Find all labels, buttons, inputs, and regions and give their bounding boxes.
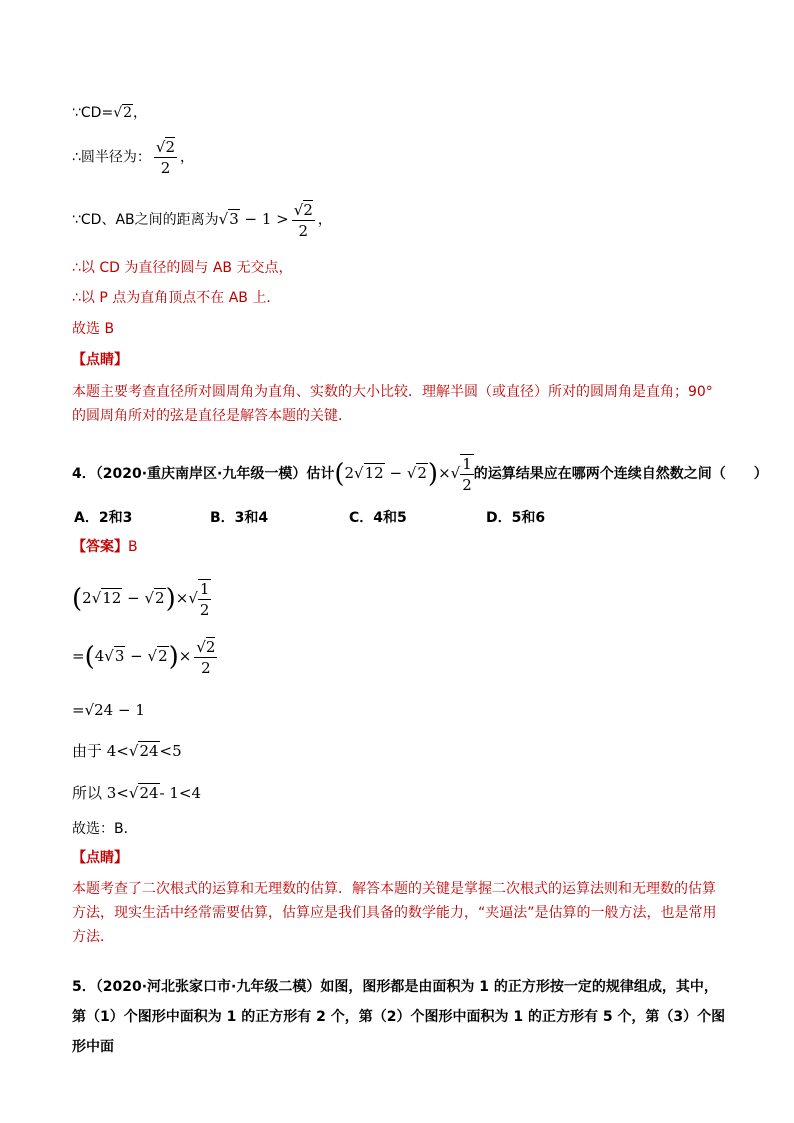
line-cd-length: ∵CD=√2， bbox=[72, 105, 148, 121]
line-distance: ∵CD、AB之间的距离为√3 − 1 > $\frac{√2}{2}$ ， bbox=[72, 200, 332, 240]
question-prefix: 4．（2020·重庆南岸区·九年级一模）估计 bbox=[72, 466, 335, 482]
option-a: A．2和3 bbox=[74, 510, 133, 526]
solution-step-5: 所以 3<√24- 1<4 bbox=[72, 784, 202, 802]
question-suffix: 的运算结果应在哪两个连续自然数之间（ ） bbox=[473, 466, 768, 482]
fraction-sqrt2-over-2: $\frac{√2}{2}$ bbox=[155, 138, 176, 177]
fraction-sqrt2-over-2: $\frac{√2}{2}$ bbox=[293, 200, 313, 240]
option-b: B．3和4 bbox=[210, 510, 269, 526]
line-choose-b: 故选 B bbox=[72, 321, 115, 337]
question-4 bbox=[72, 454, 768, 494]
solution-step-2: =(4√3 − √2)× $\frac{√2}{2}$ bbox=[72, 637, 216, 677]
sqrt-expression: √2 bbox=[113, 105, 133, 121]
answer-line bbox=[72, 537, 138, 557]
dianjing-text: 本题考查了二次根式的运算和无理数的估算．解答本题的关键是掌握二次根式的运算法则和无理数的估算方法，现实生活中经常需要估算，估算应是我们具备的数学能力，“夹逼法”是估算的一般方法，也是常用方法． bbox=[72, 881, 717, 945]
dianjing-label: 【点睛】 bbox=[72, 352, 128, 368]
question-5: 5．（2020·河北张家口市·九年级二模）如图，图形都是由面积为 1 的正方形按一定的规律组成，其中，第（1）个图形中面积为 1 的正方形有 2 个，第（2）个图形中面积为 1 的正方形有 5 个，第（3）个图形中面 bbox=[72, 979, 726, 1055]
sqrt-expression: √3 bbox=[218, 210, 239, 228]
option-d: D．5和6 bbox=[486, 510, 546, 526]
solution-step-4: 由于 4<√24<5 bbox=[72, 742, 182, 760]
line-text: ∵CD= bbox=[72, 105, 114, 121]
line-no-intersection: ∴以 CD 为直径的圆与 AB 无交点， bbox=[72, 260, 293, 276]
dianjing-label: 【点睛】 bbox=[72, 850, 128, 866]
solution-step-3: =√24 − 1 bbox=[72, 701, 145, 719]
line-radius: ∴圆半径为： $\frac{√2}{2}$ ， bbox=[72, 138, 195, 177]
solution-step-6: 故选：B． bbox=[72, 821, 138, 837]
option-c: C．4和5 bbox=[349, 510, 407, 526]
question-expression: (2√12 − √2)×√ $\frac{1}{2}$ bbox=[334, 455, 472, 494]
dianjing-text: 本题主要考查直径所对圆周角为直角、实数的大小比较．理解半圆（或直径）所对的圆周角是直角；90° 的圆周角所对的弦是直径是解答本题的关键． bbox=[72, 384, 713, 424]
answer-value: B bbox=[128, 539, 138, 555]
line-not-on-ab: ∴以 P 点为直角顶点不在 AB 上． bbox=[72, 290, 281, 306]
answer-label: 【答案】 bbox=[72, 539, 128, 555]
solution-step-1: (2√12 − √2)×√ $\frac{1}{2}$ bbox=[72, 580, 210, 619]
